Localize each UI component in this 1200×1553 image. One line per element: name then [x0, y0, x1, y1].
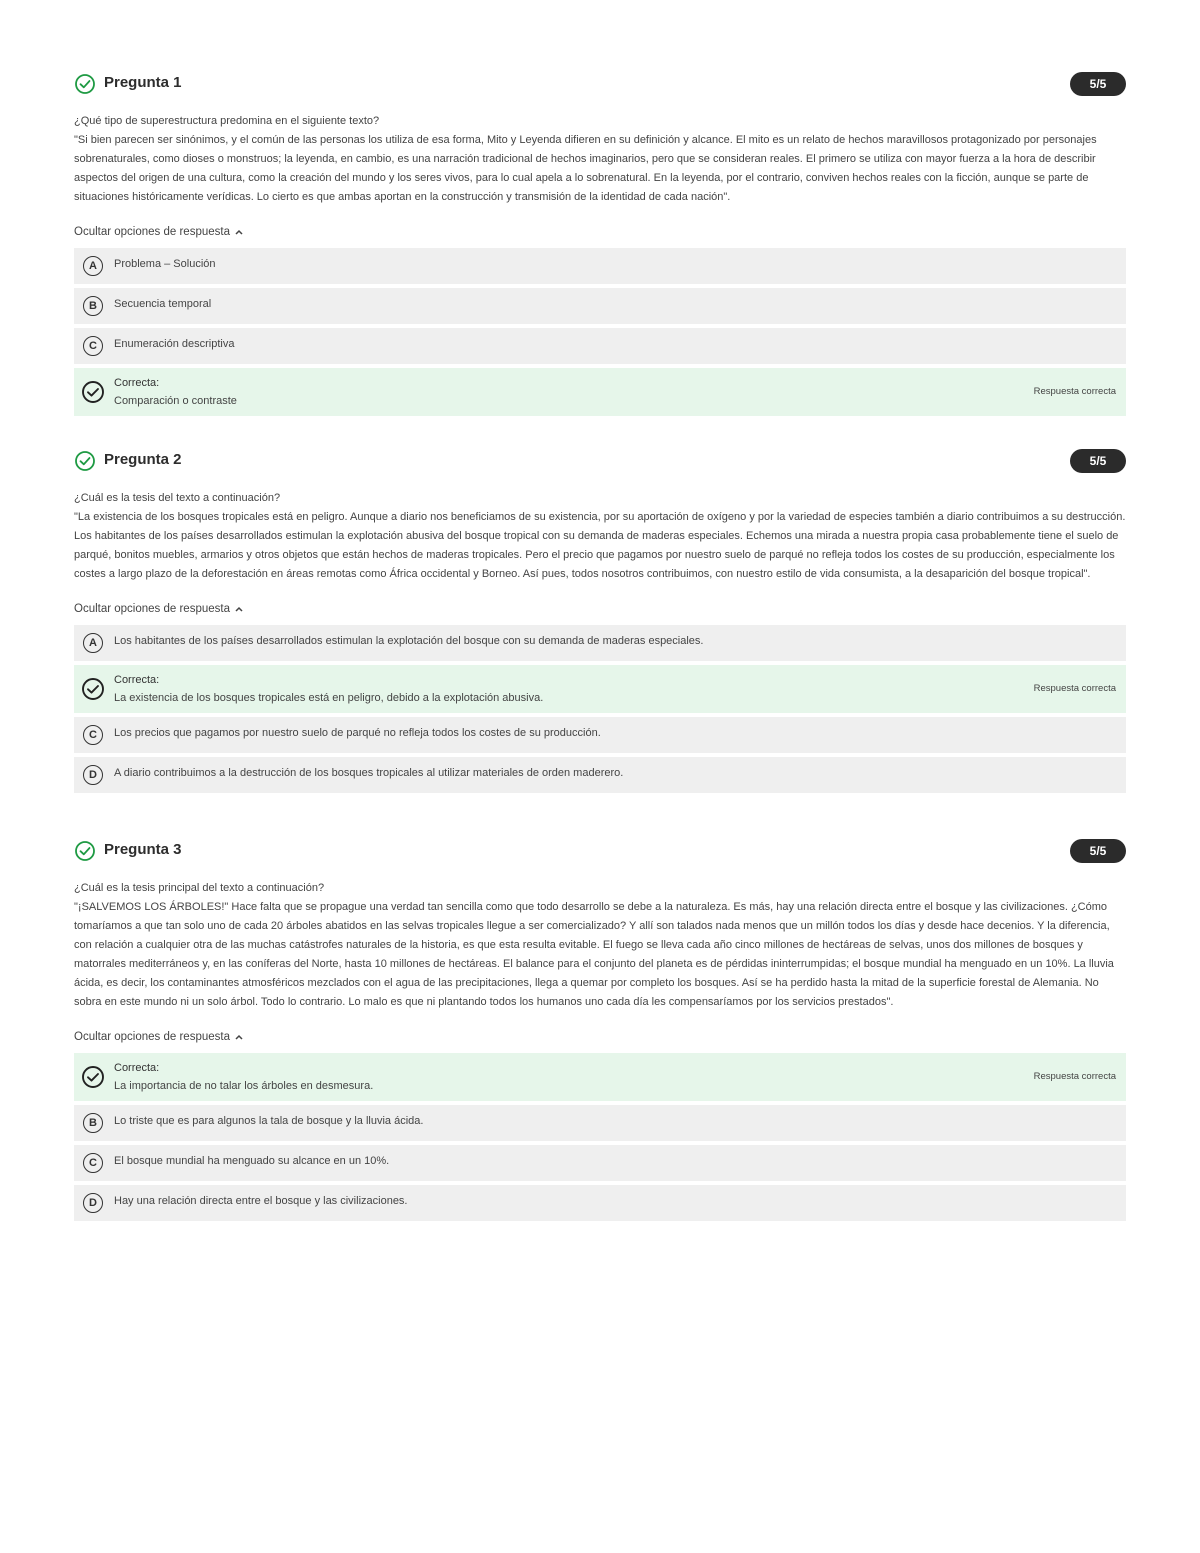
chevron-up-icon: [233, 227, 245, 237]
answer-options: [74, 248, 1126, 416]
option-a[interactable]: [74, 625, 1126, 661]
check-circle-icon: [81, 1065, 105, 1089]
question-prompt: ¿Cuál es la tesis del texto a continuación?: [74, 492, 281, 504]
correct-answer-text: Comparación o contraste: [114, 395, 237, 407]
question-header: [74, 72, 1126, 98]
chevron-up-icon: [233, 1032, 245, 1042]
answer-options: [74, 625, 1126, 793]
question-title: Pregunta 2: [104, 451, 182, 468]
correct-answer-text: La importancia de no talar los árboles en desmesura.: [114, 1080, 374, 1092]
toggle-label: Ocultar opciones de respuesta: [74, 226, 230, 238]
option-b[interactable]: [74, 288, 1126, 324]
correct-answer-tag: Respuesta correcta: [1033, 386, 1116, 397]
check-circle-icon: [74, 73, 96, 95]
letter-badge: D: [83, 1193, 103, 1213]
letter-badge: B: [83, 296, 103, 316]
option-text: Los precios que pagamos por nuestro suelo de parqué no refleja todos los costes de su producción.: [114, 727, 601, 739]
hide-options-toggle[interactable]: [74, 599, 1126, 619]
question-passage: "La existencia de los bosques tropicales está en peligro. Aunque a diario nos beneficiamos de su existencia, por su aportación de oxígeno y por la variedad de especies también a diario contribuimos a su destrucción. Los habitantes de los países desarrollados estimulan la explotación abusiva del bosque tropical con su demanda de maderas especiales. Echemos una mirada a nuestra propia casa probablemente tiene el suelo de parqué, bonitos muebles, armarios y otros objetos que están hechos de maderas tropicales. Pero el precio que pagamos por nuestro suelo de parqué no refleja todos los costes de su producción, especialmente los costes a largo plazo de la deforestación en áreas remotas como África occidental y Borneo. Así pues, todos nosotros contribuimos, con nuestro estilo de vida consumista, a la desaparición del bosque tropical".: [74, 511, 1126, 580]
question-2: [74, 449, 1126, 797]
check-circle-icon: [74, 450, 96, 472]
score-badge: 5/5: [1070, 839, 1126, 863]
option-text: Hay una relación directa entre el bosque y las civilizaciones.: [114, 1195, 408, 1207]
toggle-label: Ocultar opciones de respuesta: [74, 1031, 230, 1043]
correct-answer-text: La existencia de los bosques tropicales está en peligro, debido a la explotación abusiva.: [114, 692, 544, 704]
option-text: El bosque mundial ha menguado su alcance en un 10%.: [114, 1155, 390, 1167]
question-prompt: ¿Cuál es la tesis principal del texto a continuación?: [74, 882, 325, 894]
check-circle-icon: [81, 677, 105, 701]
correct-label: Correcta:: [114, 377, 160, 389]
letter-badge: C: [83, 725, 103, 745]
option-d[interactable]: [74, 1185, 1126, 1221]
question-title: Pregunta 3: [104, 841, 182, 858]
option-d[interactable]: [74, 757, 1126, 793]
option-c[interactable]: [74, 328, 1126, 364]
option-b[interactable]: [74, 1105, 1126, 1141]
hide-options-toggle[interactable]: [74, 1027, 1126, 1047]
letter-badge: A: [83, 256, 103, 276]
correct-answer-tag: Respuesta correcta: [1033, 1071, 1116, 1082]
question-passage: "¡SALVEMOS LOS ÁRBOLES!" Hace falta que se propague una verdad tan sencilla como que todo desarrollo se debe a la naturaleza. Es más, hay una relación directa entre el bosque y las civilizaciones. ¿Cómo tomaríamos a que tan solo uno de cada 20 árboles abatidos en las selvas tropicales llegue a ser comercializado? Y allí son talados nada menos que un millón todos los días y desde hace decenios. Y la diferencia, con relación a cualquier otra de las muchas catástrofes naturales de la historia, es que esta resulta evitable. El fuego se lleva cada año cinco millones de hectáreas de selvas, unos dos millones de bosques y matorrales mediterráneos y, en las coníferas del Norte, hasta 10 millones de hectáreas. El balance para el conjunto del planeta es de pérdidas ininterrumpidas; el bosque mundial ha menguado en un 10%. La lluvia ácida, es decir, los contaminantes atmosféricos mezclados con el agua de las precipitaciones, llega a quemar por completo los bosques. Así se ha perdido hasta la mitad de la superficie forestal de Alemania. No sobra en este mundo ni un solo árbol. Todo lo contrario. Lo malo es que ni plantando todos los humanos uno cada día les compensaríamos por los servicios prestados".: [74, 901, 1114, 1008]
correct-option[interactable]: [74, 665, 1126, 713]
letter-badge: A: [83, 633, 103, 653]
letter-badge: D: [83, 765, 103, 785]
correct-option[interactable]: [74, 368, 1126, 416]
chevron-up-icon: [233, 604, 245, 614]
option-c[interactable]: [74, 717, 1126, 753]
question-header: [74, 839, 1126, 865]
option-text: Problema – Solución: [114, 258, 216, 270]
question-header: [74, 449, 1126, 475]
letter-badge: B: [83, 1113, 103, 1133]
option-text: Enumeración descriptiva: [114, 338, 235, 350]
score-badge: 5/5: [1070, 449, 1126, 473]
check-circle-icon: [74, 840, 96, 862]
letter-badge: C: [83, 336, 103, 356]
check-circle-icon: [81, 380, 105, 404]
option-c[interactable]: [74, 1145, 1126, 1181]
question-title: Pregunta 1: [104, 74, 182, 91]
correct-label: Correcta:: [114, 674, 160, 686]
option-text: Los habitantes de los países desarrollados estimulan la explotación del bosque con su demanda de maderas especiales.: [114, 635, 704, 647]
toggle-label: Ocultar opciones de respuesta: [74, 603, 230, 615]
correct-answer-tag: Respuesta correcta: [1033, 683, 1116, 694]
option-text: Lo triste que es para algunos la tala de bosque y la lluvia ácida.: [114, 1115, 424, 1127]
letter-badge: C: [83, 1153, 103, 1173]
option-text: Secuencia temporal: [114, 298, 212, 310]
question-passage: "Si bien parecen ser sinónimos, y el común de las personas los utiliza de esa forma, Mito y Leyenda difieren en su definición y alcance. El mito es un relato de hechos maravillosos protagonizado por personajes sobrenaturales, como dioses o monstruos; la leyenda, en cambio, es una narración tradicional de hechos imaginarios, pero que se consideran reales. El primero se utiliza con mayor fuerza a la hora de describir aspectos del origen de una cultura, como la creación del mundo y los seres vivos, para lo cual apela a lo sobrenatural. En la leyenda, por el contrario, conviven hechos reales con la ficción, aunque se parte de situaciones históricamente verídicas. Lo cierto es que ambas aportan en la construcción y transmisión de la identidad de cada nación".: [74, 134, 1097, 203]
hide-options-toggle[interactable]: [74, 222, 1126, 242]
option-text: A diario contribuimos a la destrucción de los bosques tropicales al utilizar materiales de orden maderero.: [114, 767, 624, 779]
option-a[interactable]: [74, 248, 1126, 284]
question-1: [74, 72, 1126, 420]
question-3: [74, 839, 1126, 1225]
correct-option[interactable]: [74, 1053, 1126, 1101]
score-badge: 5/5: [1070, 72, 1126, 96]
correct-label: Correcta:: [114, 1062, 160, 1074]
answer-options: [74, 1053, 1126, 1221]
question-prompt: ¿Qué tipo de superestructura predomina en el siguiente texto?: [74, 115, 380, 127]
